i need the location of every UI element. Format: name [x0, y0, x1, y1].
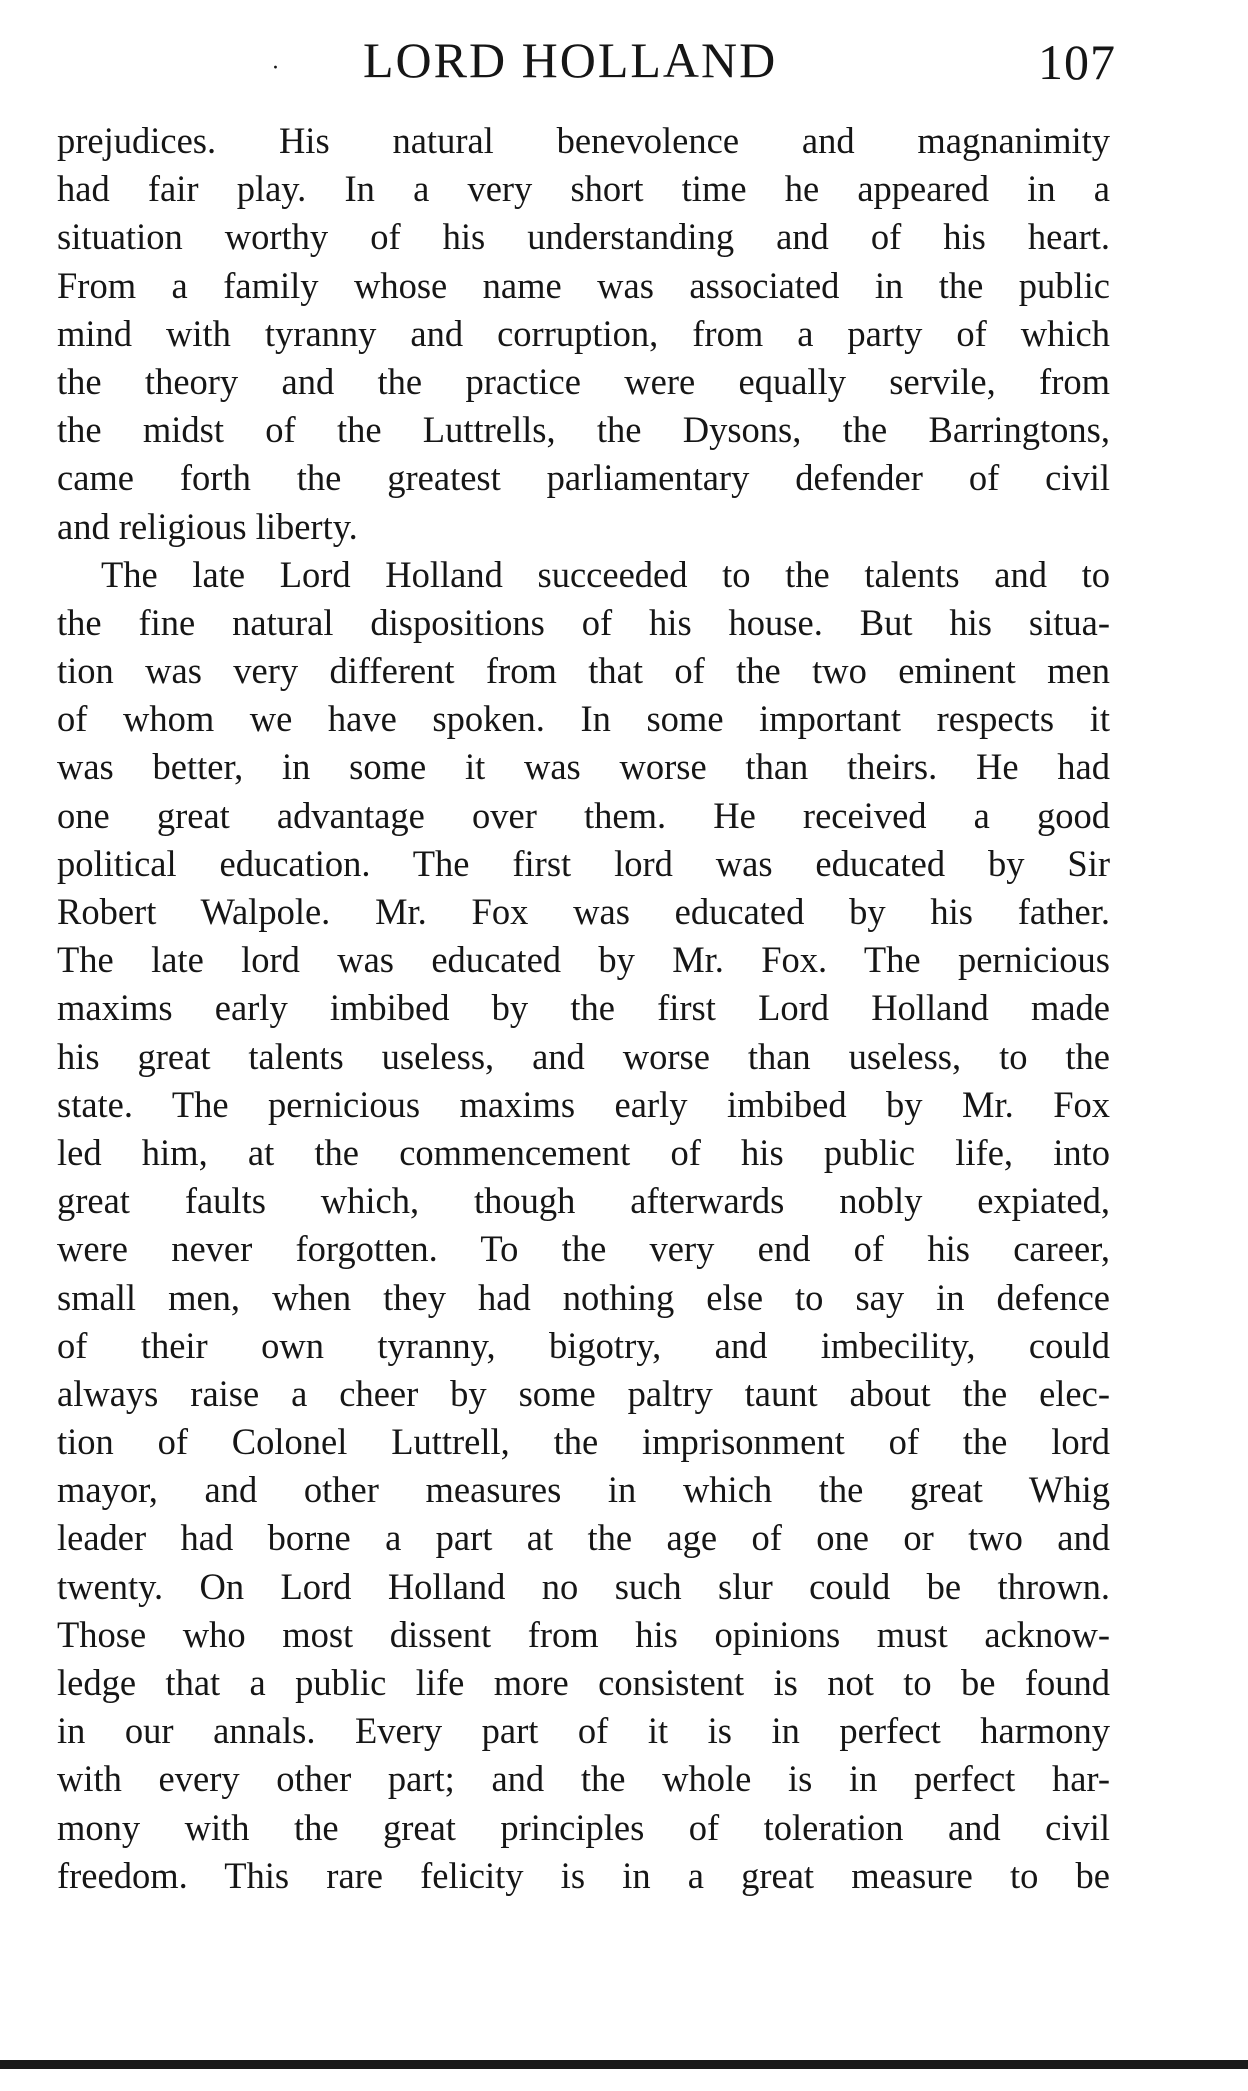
- page-number: 107: [1038, 34, 1116, 90]
- text-line: always raise a cheer by some paltry taunt about the elec-: [57, 1372, 1110, 1414]
- text-line: maxims early imbibed by the first Lord Holland made: [57, 987, 1110, 1029]
- text-line: leader had borne a part at the age of one or two and: [57, 1517, 1110, 1559]
- text-line: state. The pernicious maxims early imbibed by Mr. Fox: [57, 1083, 1110, 1125]
- text-line: in our annals. Every part of it is in perfect harmony: [57, 1710, 1110, 1752]
- text-line: the midst of the Luttrells, the Dysons, the Barringtons,: [57, 409, 1110, 451]
- header-dot: ·: [272, 56, 279, 81]
- text-line: The late lord was educated by Mr. Fox. The pernicious: [57, 939, 1110, 981]
- text-line: of whom we have spoken. In some important respects it: [57, 698, 1110, 740]
- text-line: mony with the great principles of toleration and civil: [57, 1806, 1110, 1848]
- text-line: tion of Colonel Luttrell, the imprisonment of the lord: [57, 1421, 1110, 1463]
- text-line: The late Lord Holland succeeded to the talents and to: [101, 553, 1110, 595]
- body-text: [57, 117, 1110, 1900]
- text-line: had fair play. In a very short time he appeared in a: [57, 168, 1110, 210]
- text-line: political education. The first lord was educated by Sir: [57, 842, 1110, 884]
- text-line: great faults which, though afterwards nobly expiated,: [57, 1180, 1110, 1222]
- text-line: of their own tyranny, bigotry, and imbecility, could: [57, 1324, 1110, 1366]
- text-line: the fine natural dispositions of his house. But his situa-: [57, 601, 1110, 643]
- running-head: [0, 30, 1248, 100]
- text-line: From a family whose name was associated in the public: [57, 264, 1110, 306]
- text-line: one great advantage over them. He received a good: [57, 794, 1110, 836]
- text-line: small men, when they had nothing else to say in defence: [57, 1276, 1110, 1318]
- text-line: mind with tyranny and corruption, from a party of which: [57, 312, 1110, 354]
- text-line: Those who most dissent from his opinions must acknow-: [57, 1613, 1110, 1655]
- text-line: mayor, and other measures in which the great Whig: [57, 1469, 1110, 1511]
- page-bottom-rule: [0, 2060, 1248, 2069]
- text-line: was better, in some it was worse than theirs. He had: [57, 746, 1110, 788]
- text-line: and religious liberty.: [57, 505, 358, 547]
- text-line: tion was very different from that of the two eminent men: [57, 650, 1110, 692]
- text-line: his great talents useless, and worse than useless, to the: [57, 1035, 1110, 1077]
- text-line: with every other part; and the whole is in perfect har-: [57, 1758, 1110, 1800]
- text-line: Robert Walpole. Mr. Fox was educated by his father.: [57, 891, 1110, 932]
- text-line: prejudices. His natural benevolence and magnanimity: [57, 120, 1110, 161]
- text-line: came forth the greatest parliamentary defender of civil: [57, 457, 1110, 499]
- page-title: LORD HOLLAND: [363, 32, 778, 88]
- text-line: ledge that a public life more consistent is not to be found: [57, 1662, 1110, 1703]
- text-line: twenty. On Lord Holland no such slur could be thrown.: [57, 1565, 1110, 1607]
- text-line: the theory and the practice were equally servile, from: [57, 360, 1110, 402]
- text-line: freedom. This rare felicity is in a great measure to be: [57, 1854, 1110, 1896]
- text-line: were never forgotten. To the very end of his career,: [57, 1228, 1110, 1270]
- text-line: situation worthy of his understanding and of his heart.: [57, 216, 1110, 258]
- text-line: led him, at the commencement of his public life, into: [57, 1131, 1110, 1173]
